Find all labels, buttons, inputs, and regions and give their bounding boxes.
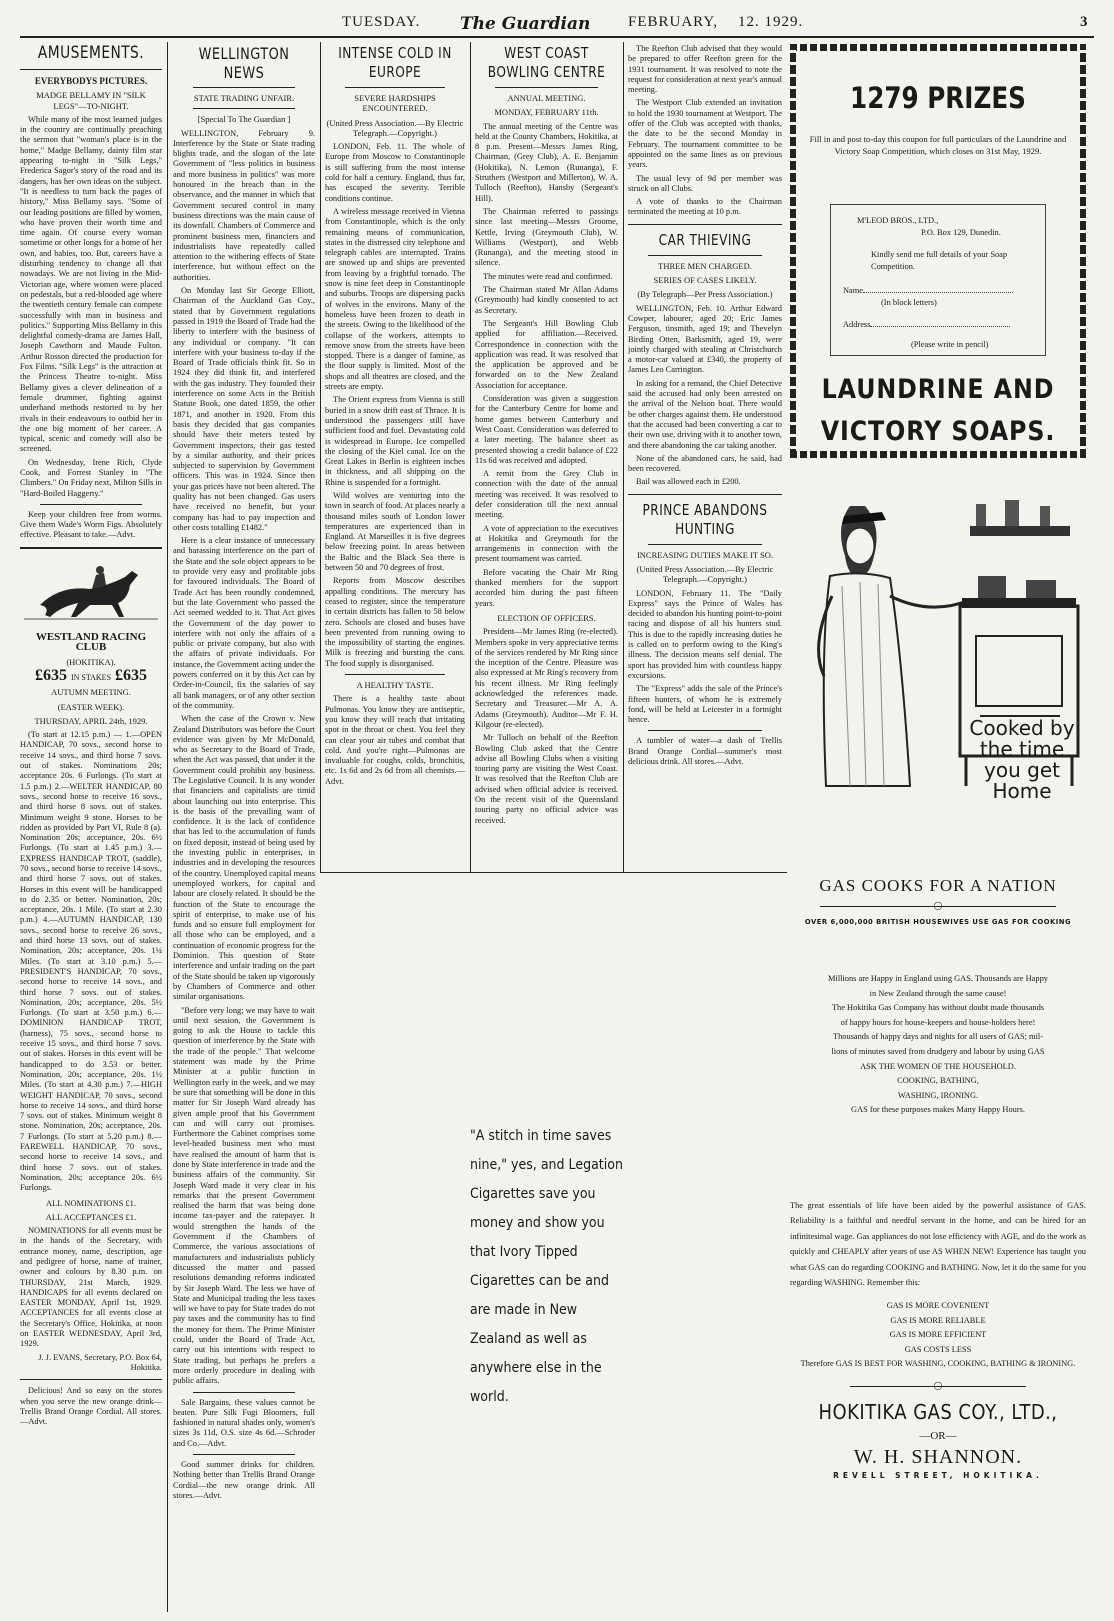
masthead-month: FEBRUARY, — [628, 14, 719, 30]
gas-ad — [790, 876, 1086, 1612]
racing-stakes-b: £635 — [115, 666, 148, 684]
racehorse-illustration — [20, 555, 162, 625]
ornament-icon: ◯ — [933, 901, 943, 910]
bowling-heading: WEST COAST BOWLING CENTRE — [487, 44, 606, 81]
bowling-p11: Mr Tulloch on behalf of the Reefton Bowling Club asked that the Centre advise all Bowling Clubs when a visiting touring party are visiting the West Coast. It was resolved that the Reefton Club are advised when official advice is received. On the recent visit of the Queensland touring party no official advice was received. — [475, 733, 618, 825]
brand-line-1: LAUNDRINE AND — [821, 374, 1055, 405]
gas-l2: in New Zealand through the same cause! — [869, 988, 1007, 998]
coupon-pencil: (Please write in pencil) — [911, 340, 989, 349]
amusements-column — [20, 44, 162, 1612]
rule — [628, 494, 782, 495]
masthead-rule — [20, 36, 1094, 38]
racing-stakes — [20, 666, 162, 684]
coupon-address-field[interactable] — [843, 319, 1045, 331]
gas-l1: Millions are Happy in England using GAS. Thousands are Happy — [828, 974, 1048, 983]
amusements-sub: EVERYBODYS PICTURES. — [34, 76, 148, 86]
gas-company: HOKITIKA GAS COY., LTD., — [818, 1399, 1058, 1424]
gas-l5: Thousands of happy days and nights for all users of GAS; mil- — [832, 1032, 1044, 1042]
coupon-name-field[interactable] — [843, 285, 1045, 297]
car-p4: Bail was allowed each in £200. — [636, 477, 741, 487]
bowling-p3: The minutes were read and confirmed. — [483, 271, 613, 281]
gas-l8: COOKING, BATHING, — [897, 1076, 979, 1086]
rule — [648, 730, 762, 731]
reefton-p2: The Westport Club extended an invitation to hold the 1930 tournament at Westport. The offer of the Club was accepted with thanks, the date to be the second Monday in February. The tournament committee to be appointed on the same lines as on previous years. — [628, 98, 782, 170]
prizes-intro: Fill in and post to-day this coupon for full particulars of the Laundrine and Victory Soap Competition, which closes on 31st May, 1929. — [809, 134, 1067, 156]
reefton-p3: The usual levy of 9d per member was struck on all Clubs. — [628, 173, 782, 193]
rule — [193, 87, 295, 88]
wellington-p2: On Monday last Sir George Elliott, Chairman of the Auckland Gas Coy., stated that by Government regulations passed in 1919 the Board of Trade had the liberty to interfere with the business of any individual or company. "It can interfere with your business to-day if the Board of Trade officials think fit. So in 1924 they did think fit, and interfered with the gas industry. They founded their interference on some Acts in the British Statute Book, one dated 1859, the other 1871, and another in 1920. From this basis they decided that gas companies should have their meters tested by Government inspectors, their gas tested by a similar authority, and their prices subjected to supervision by Government officers. This was in 1924. Since then your gas prices have not been altered. The quality has not been changed. Gas users have received no benefit, but your company has had to pay inspection and other costs totalling £1482." — [173, 286, 315, 532]
rule — [40, 504, 142, 505]
wellington-drinks: Good summer drinks for children. Nothing better than Trellis Brand Orange Cordial—the new orange drink. All stores.—Advt. — [173, 1460, 315, 1500]
masthead — [20, 14, 1094, 36]
legation-ad-text: "A stitch in time saves nine," yes, and Legation Cigarettes save you money and show you that Ivory Tipped Cigarettes can be and are made in New Zealand as well as anywhere else in the world. — [470, 1128, 623, 1405]
cold-heading: INTENSE COLD IN EUROPE — [338, 44, 452, 81]
reefton-p4: A vote of thanks to the Chairman terminated the meeting at 10 p.m. — [628, 197, 782, 217]
gas-l9: WASHING, IRONING. — [897, 1090, 979, 1100]
cold-p3: The Orient express from Vienna is still buried in a snow drift east of Thrace. It is understood the passengers still have sufficient food and fuel. Devastating cold is widespread in Europe. Ice compelled the closing of the Kiel canal. Ice on the Great Lakes in Berlin is eighteen inches in thickness, and all shipping on the Rhine is suspended for a fortnight. — [325, 395, 465, 487]
car-p1: WELLINGTON, Feb. 10. Arthur Edward Cowper, labourer, aged 20; Eric James Ferguson, tinsmith, aged 19; and Thevelyn Birding Otten, Barksmith, aged 19, were jointly charged with stealing at Christchurch a motor-car valued at £340, the property of James Leo Carrington. — [628, 303, 782, 375]
coupon-name-hint: (In block letters) — [881, 298, 937, 307]
soap-ad-border-bottom — [790, 451, 1086, 458]
bowling-p4: The Chairman stated Mr Allan Adams (Greymouth) had kindly consented to act as Secretary. — [475, 285, 618, 315]
brand-line-2: VICTORY SOAPS. — [820, 416, 1056, 447]
cold-credit: (United Press Association.—By Electric Telegraph.—Copyright.) — [326, 117, 464, 138]
wellington-p3: Here is a clear instance of unnecessary and harassing interference on the part of the State and the sole object appears to be to provide very easy and profitable jobs for favoured individuals. The Board of Trade Act has been roundly condemned, but the late Government who passed the Act seemed wedded to it. That Act gives the Government of the day power to interfere with not only the affairs of a public or private company, but also with the affairs of private individuals. For instance, the Government acting under the powers conferred on it by this Act can by Order-in-Council, fix the salaries of say all bank managers, or of any other section of the community. — [173, 536, 315, 710]
amusements-heading: AMUSEMENTS. — [37, 44, 145, 63]
bowling-p1: The annual meeting of the Centre was held at the County Chambers, Hokitika, at 8 p.m. Present—Messrs James Ring, Chairman, (Grey Club), A. E. Benjamin (Hokitika), N. Lemon (Runanga), F. Struthers (Westport and Millerton), W. A. Tulloch (Reefton), Hansby (Sergeant's Hill). — [475, 121, 618, 203]
rule — [20, 1379, 162, 1380]
car-heading: CAR THIEVING — [658, 230, 752, 249]
masthead-date: 12. 1929. — [738, 14, 804, 30]
racing-nominations: ALL NOMINATIONS £1. — [45, 1197, 137, 1208]
coupon-to: M'LEOD BROS., LTD., — [857, 216, 939, 225]
cold-p1: LONDON, Feb. 11. The whole of Europe from Moscow to Constantinople is still suffering from the most intense cold for half a century. England, thus far, has escaped the severity. Terrible conditions continue. — [325, 142, 465, 203]
cold-sub: SEVERE HARDSHIPS ENCOUNTERED. — [354, 93, 436, 114]
ornament-icon: ◯ — [933, 1380, 943, 1390]
cold-p5: Reports from Moscow describes appalling conditions. The mercury has ceased to register, since the temperature in certain districts has fallen to 58 below zero. Schools are closed and buses have been prevented from running owing to the impossibility of starting the engines. Milk is freezing and bursting the cans. The food supply is disorganised. — [325, 576, 465, 668]
masthead-day: TUESDAY. — [342, 14, 421, 30]
rule — [345, 674, 445, 675]
racing-stakes-a: £635 — [34, 666, 67, 684]
cold-healthy: A HEALTHY TASTE. — [356, 680, 434, 691]
rule — [648, 544, 762, 545]
wellington-heading: WELLINGTON NEWS — [198, 44, 290, 82]
rule — [193, 108, 295, 109]
rule — [20, 547, 162, 549]
gas-s2: GAS IS MORE RELIABLE — [890, 1315, 986, 1325]
bowling-date: MONDAY, FEBRUARY 11th. — [494, 107, 599, 118]
car-p3: None of the abandoned cars, he said, had been recovered. — [628, 453, 782, 474]
prince-heading: PRINCE ABANDONS HUNTING — [642, 500, 768, 538]
cooked-slogan: Cooked by the time you get Home — [969, 716, 1075, 803]
prizes-heading: 1279 PRIZES — [850, 81, 1026, 115]
soap-ad-border-right — [1080, 44, 1086, 458]
prizes-coupon — [830, 204, 1046, 356]
racing-advt: Delicious! And so easy on the stores when you serve the new orange drink—Trellis Brand Orange Cordial. All stores.—Advt. — [20, 1386, 162, 1427]
amusements-title: MADGE BELLAMY IN "SILK LEGS"—TO-NIGHT. — [36, 90, 146, 111]
bowling-p9: Before vacating the Chair Mr Ring thanked members for the support accorded him during the past fifteen years. — [475, 567, 618, 608]
cold-p4: Wild wolves are venturing into the town in search of food. At places nearly a thousand miles south of London lower temperatures are experienced than in England. At Marseilles it is five degrees below freezing point. In areas between the Baltic and the Black Sea there is between 50 and 70 degrees of frost. — [325, 490, 465, 573]
coupon-ask: Kindly send me full details of your Soap Competition. — [871, 250, 1008, 271]
racing-acceptances: ALL ACCEPTANCES £1. — [45, 1211, 137, 1222]
soap-ad — [790, 44, 1086, 458]
car-credit: (By Telegraph—Per Press Association.) — [637, 289, 773, 300]
car-sub2: SERIES OF CASES LIKELY. — [653, 275, 757, 286]
bowling-column — [475, 44, 618, 870]
rule — [345, 87, 445, 88]
car-p2: In asking for a remand, the Chief Detective said the accused had only been arrested on the arrival of the Nelson boat. There would be other charges against them. He understood that the accused had been converting a car to their own use, driving with it to another town, and there abandoning the car taking another. — [628, 378, 782, 450]
racing-place: (HOKITIKA). — [66, 656, 116, 667]
reefton-p1: The Reefton Club advised that they would be prepared to offer Reefton green for the 1931 tournament. It was resolved to note the request for consideration at next year's annual meeting. — [628, 44, 782, 95]
bowling-election: ELECTION OF OFFICERS. — [497, 612, 596, 623]
racing-events: (To start at 12.15 p.m.) — 1.—OPEN HANDICAP, 70 sovs., second horse to receive 14 sovs., and third horse 7 sovs. out of stakes. Nominations 20s; acceptance 20s. 6 Furlongs. (To start at 1.5 p.m.) 2.—WELTER HANDICAP, 80 sovs., second horse to receive 16 sovs., and third horse 8 sovs. out of stakes. Minimum weight 9 stone. Horses to be ridden as provided by Part VI, Rule 8 (a). Nomination 20s; acceptance, 20s. 6½ Furlongs. (To start at 1.45 p.m.) 3.—EXPRESS HANDICAP TROT, (saddle), 70 sovs., second horse to receive 14 sovs., and third horse 7 sovs. out of stakes. Horses in this event will be handicapped to do 2.35 or better. Nomination, 20s; acceptance, 20s. 1 Mile. (To start at 2.30 p.m.) 4.—AUTUMN HANDICAP, 130 sovs., second horse to receive 26 sovs., and third horse 13 sovs. out of stakes. Nomination, 20s; acceptance, 20s. 1¼ Miles. (To start at 3.10 p.m.) 5.—PRESIDENT'S HANDICAP, 70 sovs., second horse to receive 14 sovs., and third horse 7 sovs. out of stakes. Nomination, 20s; acceptance, 20s. 5½ Furlongs. (To start at 3.50 p.m.) 6.—DOMINION HANDICAP TROT, (harness), 75 sovs., second horse to receive 15 sovs., and third horse 7 sovs. out of stakes. Horses in this event will be handicapped to do 3.53 or better. Nomination, 20s; acceptance, 20s. 1½ Miles. (To start at 4.30 p.m.) 7.—HIGH WEIGHT HANDICAP, 70 sovs., second horse to receive 14 sovs., and third horse 7 sovs. out of stakes. Minimum weight 8 stone. Nomination, 20s; acceptance, 20s. 7 Furlongs. (To start at 5.20 p.m.) 8.—FAREWELL HANDICAP, 70 sovs., second horse to receive 14 sovs., and third horse 7 sovs. out of stakes. Nomination, 20s; acceptance 20s. 6½ Furlongs. — [20, 730, 162, 1193]
column-rule — [320, 42, 321, 872]
gas-l3: The Hokitika Gas Company has without doubt made thousands — [831, 1003, 1045, 1013]
column-rule — [623, 42, 624, 872]
news-column — [628, 44, 782, 870]
legation-ad — [470, 1122, 623, 1412]
bowling-p2: The Chairman referred to passings since last meeting—Messrs Groome, Kettle, Irving (Greymouth Club), W. Williams (Westport), and Webb (Runanga), and the meeting stood in silence. — [475, 206, 618, 268]
bowling-p7: A remit from the Grey Club in connection with the date of the annual meeting was received. It was resolved to defer consideration till the next annual meeting. — [475, 469, 618, 520]
gas-s1: GAS IS MORE COVENIENT — [886, 1300, 990, 1310]
coupon-address-label: Address — [843, 320, 871, 329]
prince-credit: (United Press Association.—By Electric Telegraph.—Copyright.) — [636, 563, 774, 585]
masthead-paper: The Guardian — [460, 14, 591, 34]
gas-l7: ASK THE WOMEN OF THE HOUSEHOLD. — [860, 1061, 1016, 1071]
rule — [193, 1392, 295, 1393]
racing-close: NOMINATIONS for all events must be in the hands of the Secretary, with entrance money, name, description, age and pedigree of horse, name of trainer, owner and colours by 8.30 p.m. on THURSDAY, 21st March, 1929. HANDICAPS for all events declared on EASTER MONDAY, April 1st, 1929. ACCEPTANCES for all events close at the Secretary's Office, Hokitika, at noon on EASTER WEDNESDAY, April 3rd, 1929. — [20, 1226, 162, 1349]
cold-p2: A wireless message received in Vienna from Constantinople, which is the only remaining means of communication, states in the distressed city telephone and telegraph cables are interrupted. Trains are snowed up and ships are prevented from leaving by a frightful tornado. The snow is nine feet deep in Constantinople and suburbs. Troops are dispersing packs of wolves in the environs. Many of the homeless have been frozen to death in the streets. Owing to the likelihood of the collapse of the workers, attempts to remove snow from the streets have been stopped. There is a danger of famine, as the flour supply is limited. Most of the shops and all theatres are closed, and the streets are empty. — [325, 206, 465, 392]
gas-s5: Therefore GAS IS BEST FOR WASHING, COOKING, BATHING & IRONING. — [800, 1359, 1076, 1369]
car-sub1: THREE MEN CHARGED. — [658, 260, 752, 271]
racing-stakes-label: IN STAKES — [70, 672, 112, 682]
amusements-p3: Keep your children free from worms. Give them Wade's Worm Figs. Absolutely effective. Pleasant to take.—Advt. — [20, 509, 162, 540]
gas-street: REVELL STREET, HOKITIKA. — [833, 1470, 1043, 1480]
coupon-box: P.O. Box 129, Dunedin. — [921, 228, 1001, 237]
gas-s3: GAS IS MORE EFFICIENT — [889, 1330, 987, 1340]
coupon-name-label: Name — [843, 286, 863, 295]
prince-sub: INCREASING DUTIES MAKE IT SO. — [636, 549, 774, 560]
rule — [648, 255, 762, 256]
column-rule — [167, 42, 168, 1612]
rule — [20, 69, 162, 70]
rule — [628, 224, 782, 225]
prince-p2: The "Express" adds the sale of the Prince's fifteen hunters, of whom he is extremely fond, will be held at Leicester in a fortnight hence. — [628, 684, 782, 725]
column-rule — [470, 42, 471, 872]
prince-p3: A tumbler of water—a dash of Trellis Brand Orange Cordial—summer's most delicious drink. All stores.—Advt. — [628, 736, 782, 767]
gas-l4: of happy hours for house-keepers and house-holders here! — [840, 1017, 1036, 1027]
amusements-p1: While many of the most learned judges in the country are continually preaching the sermon that "woman's place is in the home," Madge Bellamy, dainty film star appearing to-night in "Silk Legs," Frederica Sagor's story of the road and its dangers, has her own ideas on the subject. "It is needless to turn back the pages of history," Miss Bellamy says. "Some of our leading positions are filled by women, who have proven their worth time and time again. Of course every woman sometime or other longs for a home of her own, and babies, too. But, careers have a disturbing tendency to change all that nowadays. We are not living in the Mid-Victorian age, where women were placed on pedestals, but a red-blooded age where the twentieth century female can compete successfully with man in business and politics." Supporting Miss Bellamy in this delightful comedy-drama are James Hall, Joseph Cawthorn and Maude Fulton. Arthur Rosson directed the production for Fox Films. "Silk Legs" is the attraction at the Princess Theatre to-night. Miss Bellamy gives a clever delineation of a female drummer, fighting against underhand methods restorted to by her rivals in their endeavours to outbid her in the one big moment of her career. A typical, scenic and comedy will also be screened. — [20, 114, 162, 454]
wellington-sub: STATE TRADING UNFAIR. — [193, 93, 295, 103]
racing-week: (EASTER WEEK). — [57, 701, 125, 712]
gas-l6: lions of minutes saved from drudgery and labour by using GAS — [831, 1046, 1045, 1056]
wellington-p5: "Before very long; we may have to wait until next session, the Government is going to ask the House to tackle this question of interference by the State with the trade of the people." That welcome statement was made by the Prime Minister at a public function in Wellington early in the week, and we may be sure that something will be done in this matter for Sir Joseph Ward already has given ample proof that his Government can and will carry out promises. Furthermore the Cabinet comprises some level-headed business men who must have realised the amount of harm that is done by State interference in trade and the business affairs of the community. Sir Joseph Ward made it very clear in his remarks that the present Government realised the harm that was being done income tax-payer and the ratepayer. It would strengthen the hands of the Government if the Chambers of Commerce, the various associations of manufacturers and industrialists publicly discussed the matter and passed resolutions demanding reforms indicated by Sir Joseph Ward. The less we have of State and Municipal trading the less taxes will we have to pay for State trades do not pay taxes and the community has to find the money for them. The Prime Minister could, under the Board of Trade Act, carry out his intentions with respect to State trading, but perhaps he prefers a more orderly procedure in dealing with public affairs. — [173, 1005, 315, 1386]
racing-date: THURSDAY, APRIL 24th, 1929. — [34, 715, 148, 726]
soap-ad-border-left — [790, 44, 796, 458]
bowling-sub: ANNUAL MEETING. — [507, 93, 586, 103]
racing-meeting: AUTUMN MEETING. — [51, 687, 131, 698]
gas-l10: GAS for these purposes makes Many Happy Hours. — [851, 1105, 1025, 1115]
gas-body: The great essentials of life have been aided by the powerful assistance of GAS. Reliability is a faithful and needful servant in the home, and can be hired for an infinitesimal wage. Gas appliances do not lose efficiency with AGE, and do the work as quickly and CHEAPLY after years of use AS WHEN NEW! Experience has taught you what GAS can do regarding COOKING and BATHING. Now, let it do the same for you regarding WASHING. Remember this: — [790, 1200, 1086, 1288]
gas-heading: GAS COOKS FOR A NATION — [819, 876, 1057, 895]
soap-ad-border-top — [790, 44, 1086, 51]
gas-or: —OR— — [919, 1429, 957, 1442]
gas-sub: OVER 6,000,000 BRITISH HOUSEWIVES USE GAS FOR COOKING — [804, 918, 1072, 926]
bowling-p8: A vote of appreciation to the executives at Hokitika and Greymouth for the arrangements in connection with the present tournament was carried. — [475, 523, 618, 564]
amusements-p2: On Wednesday, Irene Rich, Clyde Cook, and Forrest Stanley in "The Climbers." On Friday next, Milton Sills in "Hard-Boiled Haggerty." — [20, 457, 162, 498]
stove-ad — [790, 486, 1086, 808]
column-rule — [320, 872, 787, 873]
cold-column — [325, 44, 465, 870]
bowling-p6: Consideration was given a suggestion for the Canterbury Centre for home and home games between Canterbury and West Coast. Consideration was deferred to a later meeting. The balance sheet as presented showing a credit balance of £22 11s 6d was received and adopted. — [475, 394, 618, 465]
wellington-sale: Sale Bargains, these values cannot be beaten. Pure Silk Fugi Bloomers, full fashioned in natural shades only, women's sizes 3s 11d, O.S. size 4s 6d.—Schroder and Co.—Advt. — [173, 1397, 315, 1448]
masthead-page-number: 3 — [1080, 14, 1089, 30]
wellington-special: [Special To The Guardian ] — [197, 114, 291, 125]
wellington-column — [173, 44, 315, 1612]
wellington-p4: When the case of the Crown v. New Zealand Distributors was before the Court evidence was given by Mr McDonald, who as Secretary to the Board of Trade, when the Act was passed, that under it the Government could prohibit any business. The Legislative Council. It is any wonder that financiers and capitalists are timid about launching out into enterprise. This is the basis of the prevailing want of confidence. It is the lack of confidence that has led to the accumulation of funds on fixed deposit, instead of being used by the investing public in enterprises, in industries and in developing the resources of the country. Unemployed capital means unemployed workers, for capital and labour are closely related. It should be the function of the State to encourage the spirit of enterprise, to make use of his funds and so ensure full employment for all those who can be employed, and a continuation of economic progress for the Dominion. This question of State interference and unfair trading on the part of the State should be taken up vigorously by Chambers of Commerce and other similar organisations. — [173, 714, 315, 1002]
racing-secretary: J. J. EVANS, Secretary, P.O. Box 64, Hokitika. — [38, 1352, 162, 1372]
bowling-p10: President—Mr James Ring (re-elected). Members spoke in very appreciative terms of the services rendered by Mr Ring since the inception of the Centre. Pleasure was also expressed at Mr Ring's recovery from his recent illness. Mr Ring feelingly acknowledged the references made. Secretary and Treasurer.—Mr A. A. Adams (Greymouth). Auditor—Mr F. H. Kilgour (re-elected). — [475, 627, 618, 729]
prince-p1: LONDON, February 11. The "Daily Express" says the Prince of Wales has decided to abandon his hunting point-to-point racing and dispose of all his hunters stud. This is due to the rapidly increasing duties he is called on to perform owing to the King's illness. The decision means self denial. The sport has provided him with countless happy excursions. — [628, 588, 782, 680]
gas-agent: W. H. SHANNON. — [853, 1445, 1023, 1468]
gas-s4: GAS COSTS LESS — [904, 1344, 972, 1354]
cold-p6: There is a healthy taste about Pulmonas. You know they are antiseptic, you know they will reach that irritating spot in the throat or chest. You feel they can clear your air tubes and combat that cold. And you're right—Pulmonas are invaluable for coughs, colds, bronchitis, etc. 1s 6d and 2s 6d from all chemists.—Advt. — [325, 694, 465, 786]
bowling-p5: The Sergeant's Hill Bowling Club applied for affiliation.—Received. Correspondence in connection with the application was read. It was resolved that the application be approved and be forwarded on to the New Zealand Association for acceptance. — [475, 318, 618, 390]
racing-club: WESTLAND RACING CLUB — [35, 631, 147, 654]
wellington-p1: WELLINGTON, February 9. Interference by the State or State trading blights trade, and the slogan of the late Government of "less politics in business and more business in politics" was more honoured in the breach than in the observance, and the manner in which that Government secured control in many business directions was the main cause of its downfall. Chambers of Commerce and prominent business men, financiers and industrialists have repeatedly called attention to the withering effects of State interference, but without effect on the authorities. — [173, 128, 315, 282]
rule — [193, 1454, 295, 1455]
rule — [495, 87, 598, 88]
